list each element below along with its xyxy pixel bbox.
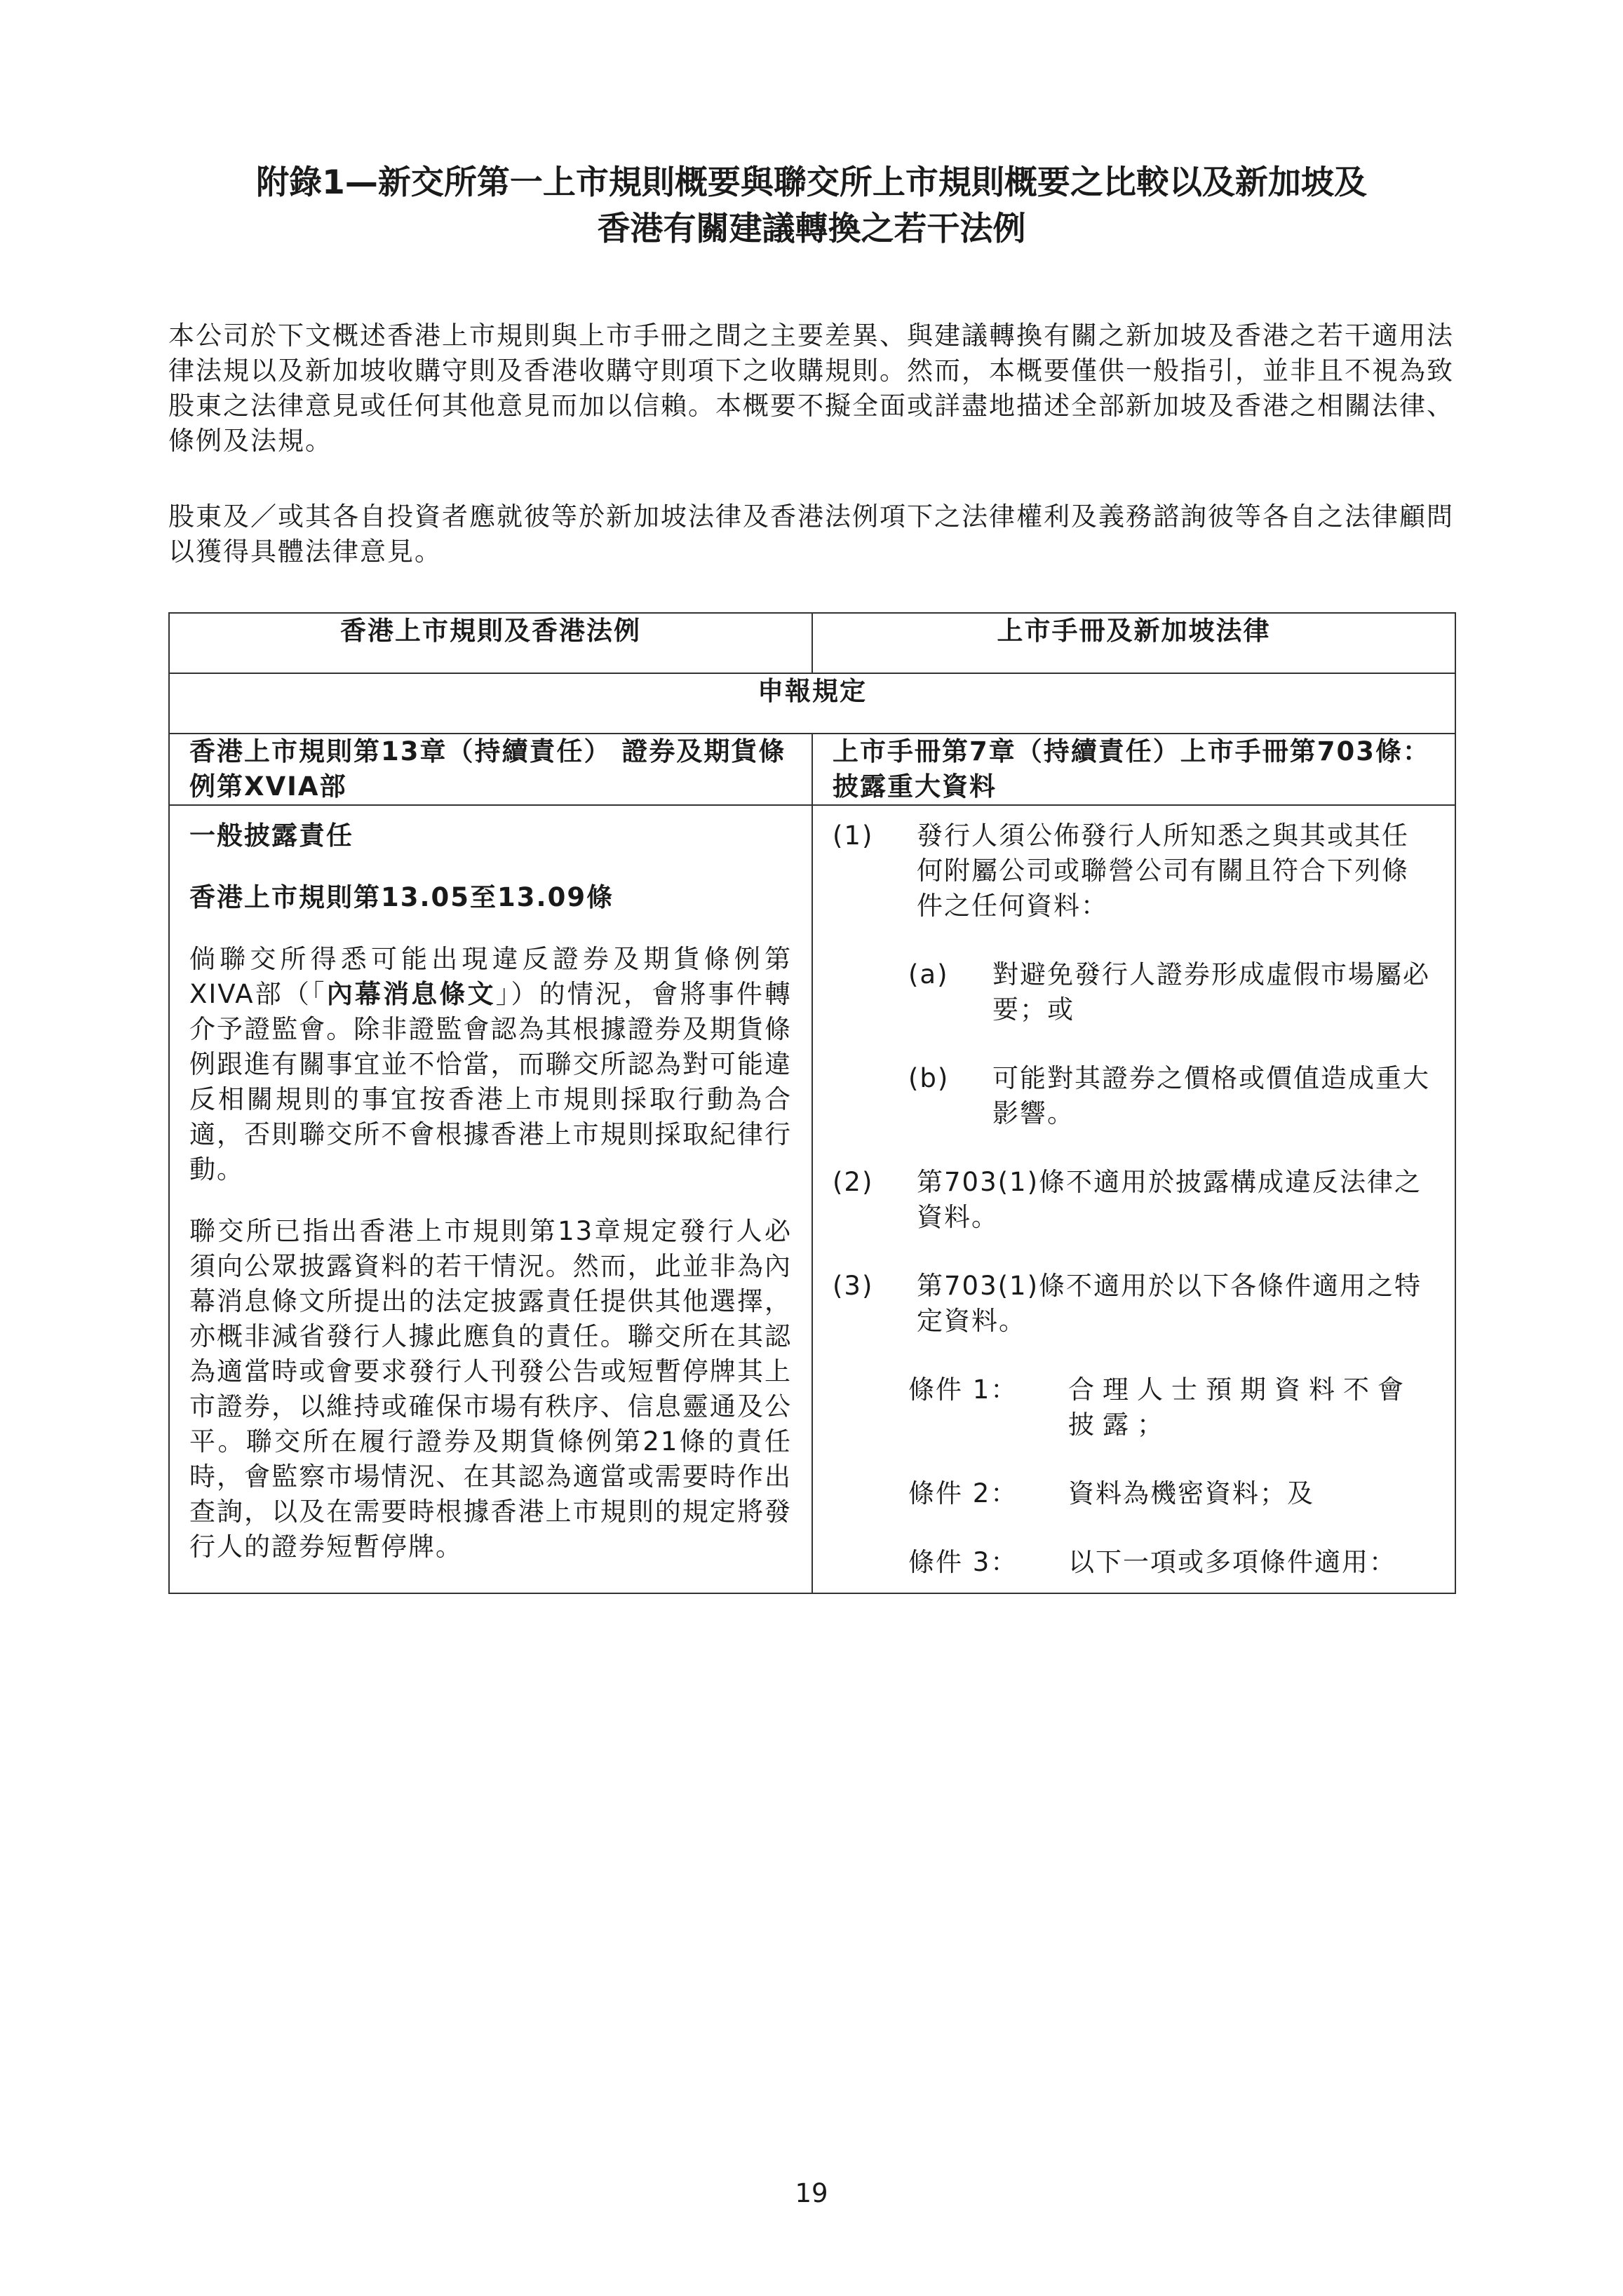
list-item bbox=[833, 1165, 1435, 1235]
list-item bbox=[833, 818, 1435, 924]
sub-item-number: (b) bbox=[908, 1063, 950, 1093]
subheader-right: 上市手冊第7章（持續責任）上市手冊第703條：披露重大資料 bbox=[812, 734, 1455, 805]
intro-paragraph-1: 本公司於下文概述香港上市規則與上市手冊之間之主要差異、與建議轉換有關之新加坡及香港之若干適用法律法規以及新加坡收購守則及香港收購守則項下之收購規則。然而，本概要僅供一般指引，並非且不視為致股東之法律意見或任何其他意見而加以信賴。本概要不擬全面或詳盡地描述全部新加坡及香港之相關法律、條例及法規。 bbox=[168, 320, 1454, 456]
left-content-cell bbox=[169, 805, 812, 1593]
item-number: (1) bbox=[833, 821, 874, 851]
intro-paragraph-2: 股東及／或其各自投資者應就彼等於新加坡法律及香港法例項下之法律權利及義務諮詢彼等各自之法律顧問以獲得具體法律意見。 bbox=[168, 501, 1454, 567]
page-number: 19 bbox=[795, 2178, 828, 2208]
title-line-2: 香港有關建議轉換之若干法例 bbox=[597, 210, 1026, 248]
item-number: (3) bbox=[833, 1271, 874, 1301]
sub-item-text: 對避免發行人證券形成虛假市場屬必要；或 bbox=[992, 959, 1430, 1025]
sub-item-number: (a) bbox=[908, 959, 949, 990]
para1-text-a: 倘聯交所得悉可能出現違反證券及期貨條例第XIVA部（「 bbox=[189, 944, 792, 1009]
condition-label: 條件 3： bbox=[908, 1547, 1018, 1577]
comparison-table bbox=[168, 612, 1456, 1594]
table-body-row bbox=[169, 805, 1455, 1593]
section-title-row bbox=[169, 673, 1455, 734]
list-item bbox=[833, 1269, 1435, 1339]
condition-item bbox=[833, 1372, 1435, 1443]
item-text: 發行人須公佈發行人所知悉之與其或其任何附屬公司或聯營公司有關且符合下列條件之任何資料： bbox=[917, 821, 1409, 921]
subheader-left: 香港上市規則第13章（持續責任） 證券及期貨條例第XVIA部 bbox=[169, 734, 812, 805]
para1-text-b: 」）的情況，會將事件轉介予證監會。除非證監會認為其根據證券及期貨條例跟進有關事宜並不恰當，而聯交所認為對可能違反相關規則的事宜按香港上市規則採取行動為合適，否則聯交所不會根據香港上市規則採取紀律行動。 bbox=[189, 979, 793, 1184]
para1-bold-term: 內幕消息條文 bbox=[326, 979, 496, 1009]
sub-list-item bbox=[833, 1061, 1435, 1131]
sub-list-item bbox=[833, 957, 1435, 1027]
condition-text: 以下一項或多項條件適用： bbox=[1068, 1547, 1396, 1577]
item-text: 第703(1)條不適用於披露構成違反法律之資料。 bbox=[917, 1167, 1422, 1232]
right-content-cell bbox=[812, 805, 1455, 1593]
page-title bbox=[168, 160, 1455, 252]
header-left: 香港上市規則及香港法例 bbox=[169, 613, 812, 673]
condition-item bbox=[833, 1476, 1435, 1511]
left-paragraph-2: 聯交所已指出香港上市規則第13章規定發行人必須向公眾披露資料的若干情況。然而，此並非為內幕消息條文所提出的法定披露責任提供其他選擇，亦概非減省發行人據此應負的責任。聯交所在其認為適當時或會要求發行人刊發公告或短暫停牌其上市證券，以維持或確保市場有秩序、信息靈通及公平。聯交所在履行證券及期貨條例第21條的責任時，會監察市場情況、在其認為適當或需要時作出查詢，以及在需要時根據香港上市規則的規定將發行人的證券短暫停牌。 bbox=[189, 1216, 792, 1562]
table-subheader-row bbox=[169, 734, 1455, 805]
item-text: 第703(1)條不適用於以下各條件適用之特定資料。 bbox=[917, 1271, 1422, 1336]
condition-text: 資料為機密資料；及 bbox=[1068, 1478, 1314, 1508]
condition-text: 合理人士預期資料不會披露； bbox=[1068, 1375, 1412, 1440]
general-disclosure-label: 一般披露責任 bbox=[189, 821, 353, 851]
sub-item-text: 可能對其證券之價格或價值造成重大影響。 bbox=[992, 1063, 1430, 1128]
left-paragraph-1 bbox=[189, 942, 792, 1187]
table-header-row bbox=[169, 613, 1455, 673]
condition-label: 條件 1： bbox=[908, 1375, 1018, 1405]
rule-reference-label: 香港上市規則第13.05至13.09條 bbox=[189, 882, 614, 912]
item-number: (2) bbox=[833, 1167, 874, 1197]
condition-label: 條件 2： bbox=[908, 1478, 1018, 1508]
section-title: 申報規定 bbox=[169, 673, 1455, 734]
title-line-1: 附錄1—新交所第一上市規則概要與聯交所上市規則概要之比較以及新加坡及 bbox=[256, 163, 1367, 202]
header-right: 上市手冊及新加坡法律 bbox=[812, 613, 1455, 673]
condition-item bbox=[833, 1545, 1435, 1580]
